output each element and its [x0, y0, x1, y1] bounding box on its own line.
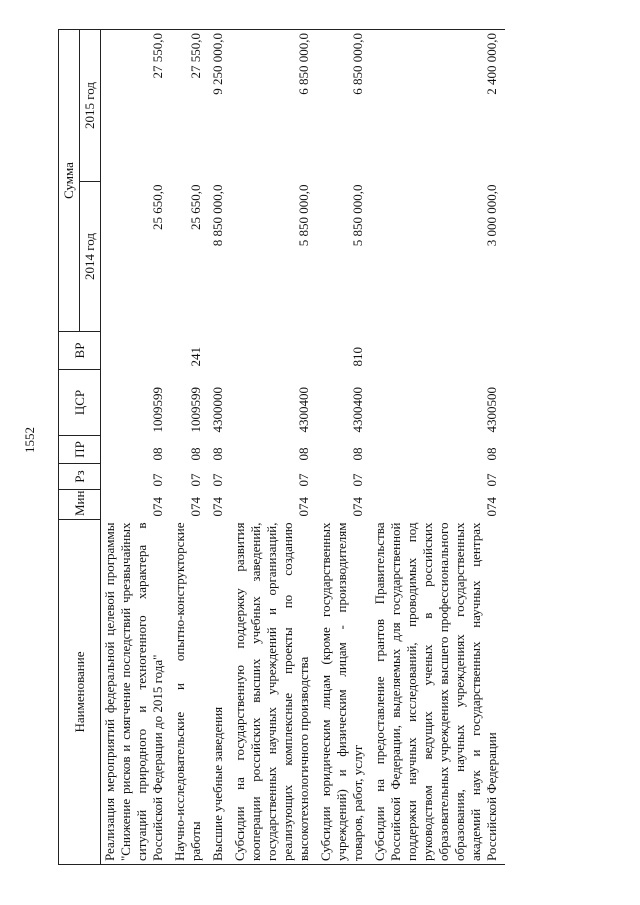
header-sum: Сумма	[59, 30, 80, 332]
row-min: 074	[210, 497, 225, 517]
row-min: 074	[296, 497, 311, 517]
row-csr: 4300400	[350, 387, 365, 433]
table-row	[231, 30, 317, 865]
row-csr: 4300000	[210, 387, 225, 433]
row-name: Субсидии на государственную поддержку развития кооперации российских высших учебных заведений, государственных научных учреждений и организаций, реализующих комплексные проекты по созданию высокотехнологичного производства	[231, 520, 317, 865]
row-min: 074	[484, 497, 499, 517]
header-pr: ПР	[59, 436, 101, 464]
row-rz: 07	[210, 473, 225, 487]
table-row	[171, 30, 209, 865]
row-2014: 25 650,0	[188, 184, 203, 230]
header-vr: ВР	[59, 332, 101, 370]
row-2015: 27 550,0	[171, 30, 209, 182]
row-min: 074	[188, 497, 203, 517]
row-name: Субсидии юридическим лицам (кроме государственных учреждений) и физическим лицам - производителям товаров, работ, услуг	[317, 520, 371, 865]
row-pr: 08	[484, 447, 499, 461]
table-row	[101, 30, 172, 865]
page-number: 1552	[22, 427, 37, 453]
table-row	[209, 30, 231, 865]
row-2015: 2 400 000,0	[371, 30, 505, 182]
row-pr: 08	[150, 447, 165, 461]
row-csr: 1009599	[150, 387, 165, 433]
row-name: Научно-исследовательские и опытно-конструкторские работы	[171, 520, 209, 865]
row-min: 074	[350, 497, 365, 517]
row-rz: 07	[484, 473, 499, 487]
row-csr: 4300400	[296, 387, 311, 433]
row-name: Высшие учебные заведения	[209, 520, 231, 865]
header-2014: 2014 год	[80, 182, 101, 332]
header-min: Мин	[59, 490, 101, 520]
header-name: Наименование	[59, 520, 101, 865]
row-vr	[231, 332, 317, 370]
row-2015: 6 850 000,0	[317, 30, 371, 182]
row-2015: 6 850 000,0	[231, 30, 317, 182]
row-pr: 08	[350, 447, 365, 461]
row-pr: 08	[296, 447, 311, 461]
row-2014: 8 850 000,0	[210, 184, 225, 247]
row-2015: 27 550,0	[101, 30, 172, 182]
row-2014: 5 850 000,0	[296, 184, 311, 247]
row-2014: 25 650,0	[150, 184, 165, 230]
row-vr	[101, 332, 172, 370]
row-2014: 3 000 000,0	[484, 184, 499, 247]
budget-table	[58, 29, 505, 865]
row-name: Субсидии на предоставление грантов Правительства Российской Федерации, выделяемых для государственной поддержки научных исследований, проводимых под руководством ведущих ученых в российских образовательных учреждениях высшего профессионального образования, научных учреждениях государственных академий наук и государственных научных центрах Российской Федерации	[371, 520, 505, 865]
header-2015: 2015 год	[80, 30, 101, 182]
row-2014: 5 850 000,0	[350, 184, 365, 247]
row-vr	[371, 332, 505, 370]
row-rz: 07	[296, 473, 311, 487]
header-csr: ЦСР	[59, 370, 101, 436]
row-min: 074	[150, 497, 165, 517]
row-rz: 07	[150, 473, 165, 487]
row-vr: 810	[350, 347, 365, 367]
row-vr	[209, 332, 231, 370]
row-pr: 08	[210, 447, 225, 461]
row-2015: 9 250 000,0	[209, 30, 231, 182]
table-row	[371, 30, 505, 865]
header-rz: Рз	[59, 464, 101, 490]
table-row	[317, 30, 371, 865]
row-rz: 07	[188, 473, 203, 487]
row-name: Реализация мероприятий федеральной целевой программы "Снижение рисков и смягчение последствий чрезвычайных ситуаций природного и техногенного характера в Российской Федерации до 2015 года"	[101, 520, 172, 865]
row-csr: 4300500	[484, 387, 499, 433]
row-csr: 1009599	[188, 387, 203, 433]
row-rz: 07	[350, 473, 365, 487]
row-vr: 241	[188, 347, 203, 367]
row-pr: 08	[188, 447, 203, 461]
